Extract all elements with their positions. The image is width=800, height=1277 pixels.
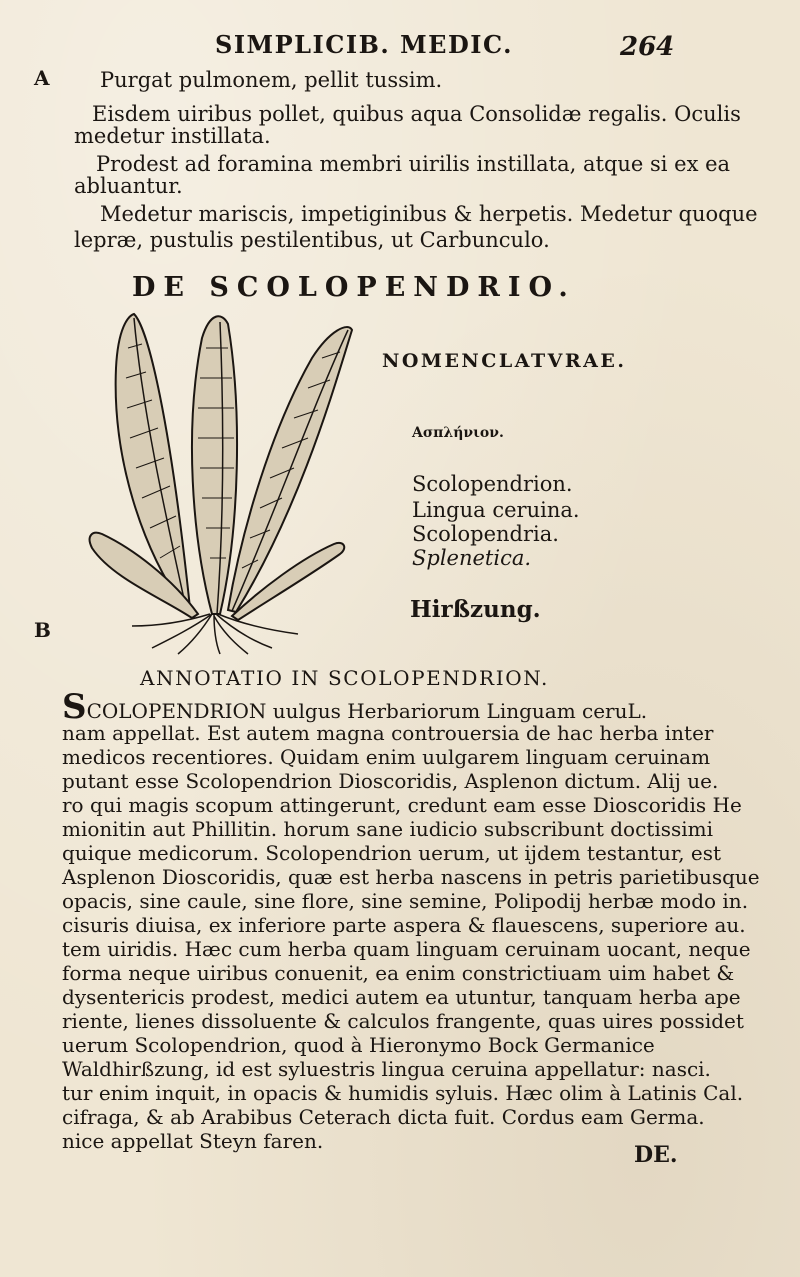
annotation-line: uerum Scolopendrion, quod à Hieronymo Bock Germanice (62, 1033, 655, 1057)
running-title: SIMPLICIB. MEDIC. (215, 30, 514, 59)
annotation-line: tem uiridis. Hæc cum herba quam linguam ceruinam uocant, neque (62, 937, 751, 961)
margin-mark-a: A (34, 66, 50, 90)
paragraph-line: abluantur. (74, 174, 183, 198)
annotation-line: opacis, sine caule, sine flore, sine semine, Polipodij herbæ modo in. (62, 889, 749, 913)
latin-name: Splenetica. (412, 546, 532, 570)
annotation-line: medicos recentiores. Quidam enim uulgarem linguam ceruinam (62, 745, 711, 769)
annotation-line: Asplenon Dioscoridis, quæ est herba nascens in petris parietibusque (62, 865, 760, 889)
annotation-line: COLOPENDRION uulgus Herbariorum Linguam ceruL. (86, 699, 648, 723)
paragraph-line: Medetur mariscis, impetiginibus & herpetis. Medetur quoque (100, 202, 758, 226)
annotation-line: mionitin aut Phillitin. horum sane iudicio subscribunt doctissimi (62, 817, 714, 841)
annotation-line: nam appellat. Est autem magna controuersia de hac herba inter (62, 721, 714, 745)
section-title: DE SCOLOPENDRIO. (132, 272, 576, 303)
nomenclature-heading: NOMENCLATVRAE. (382, 350, 627, 372)
annotation-line: putant esse Scolopendrion Dioscoridis, Asplenon dictum. Alij ue. (62, 769, 719, 793)
paragraph-line: Eisdem uiribus pollet, quibus aqua Consolidæ regalis. Oculis (92, 102, 741, 126)
annotation-line: dysentericis prodest, medici autem ea utuntur, tanquam herba ape (62, 985, 741, 1009)
annotation-line: forma neque uiribus conuenit, ea enim constrictiuam uim habet & (62, 961, 735, 985)
annotation-line: nice appellat Steyn faren. (62, 1129, 324, 1153)
latin-name: Scolopendrion. (412, 472, 573, 496)
paragraph-line: medetur instillata. (74, 124, 271, 148)
page-number: 264 (620, 32, 675, 62)
scolopendrium-fern-woodcut-icon (72, 308, 382, 656)
catchword: DE. (634, 1142, 678, 1168)
annotation-line: tur enim inquit, in opacis & humidis syluis. Hæc olim à Latinis Cal. (62, 1081, 744, 1105)
margin-mark-b: B (34, 618, 51, 642)
annotation-line: cisuris diuisa, ex inferiore parte aspera & flauescens, superiore au. (62, 913, 746, 937)
annotation-line: riente, lienes dissoluente & calculos frangente, quas uires possidet (62, 1009, 744, 1033)
latin-name: Scolopendria. (412, 522, 559, 546)
annotation-heading: ANNOTATIO IN SCOLOPENDRION. (140, 666, 549, 690)
paragraph-line: Prodest ad foramina membri uirilis instillata, atque si ex ea (96, 152, 731, 176)
annotation-line: cifraga, & ab Arabibus Ceterach dicta fuit. Cordus eam Germa. (62, 1105, 705, 1129)
annotation-line: quique medicorum. Scolopendrion uerum, ut ijdem testantur, est (62, 841, 722, 865)
annotation-line: Waldhirßzung, id est syluestris lingua ceruina appellatur: nasci. (62, 1057, 711, 1081)
latin-name: Lingua ceruina. (412, 498, 580, 522)
annotation-line: ro qui magis scopum attingerunt, credunt eam esse Dioscoridis He (62, 793, 742, 817)
drop-cap: S (62, 687, 87, 727)
greek-name: Ασπλήνιον. (412, 425, 504, 441)
annotation-first-line (62, 687, 648, 727)
paragraph-line: Purgat pulmonem, pellit tussim. (100, 68, 443, 92)
german-name: Hirßzung. (410, 596, 541, 623)
paragraph-line: lepræ, pustulis pestilentibus, ut Carbunculo. (74, 228, 550, 252)
